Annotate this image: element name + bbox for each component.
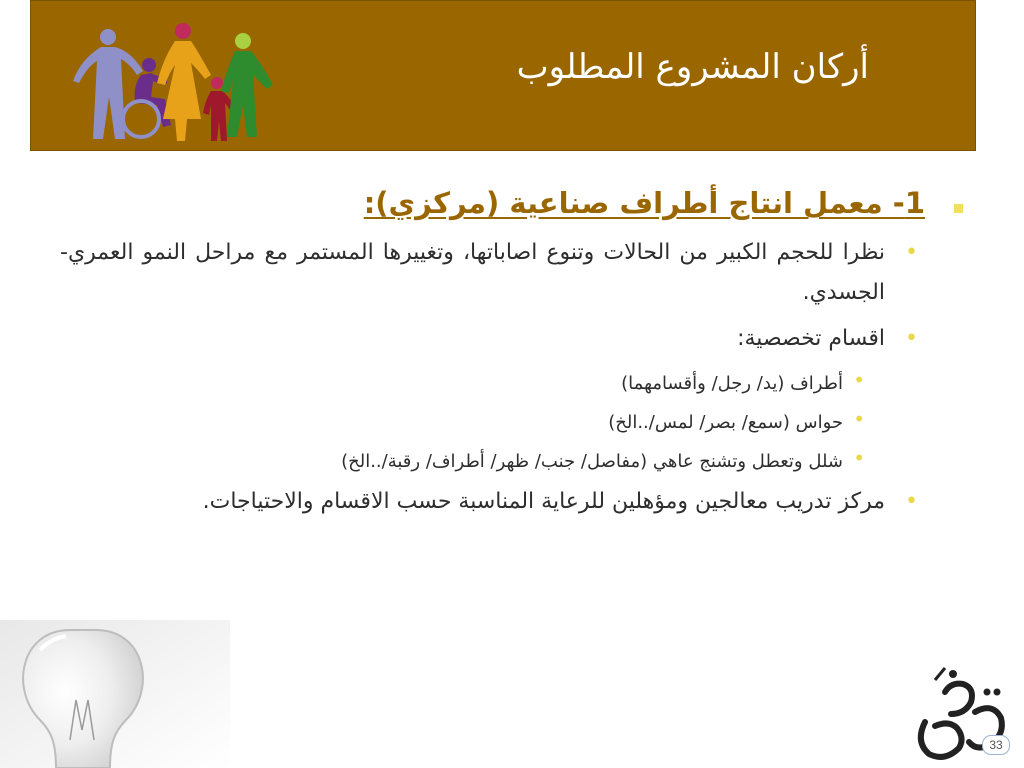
sub-list-item: [60, 367, 865, 398]
light-bulb-icon: [0, 620, 230, 768]
sub-list-item: [60, 445, 865, 476]
slide-content: [60, 186, 965, 522]
bullet-dot-icon: •: [853, 445, 865, 470]
square-bullet-icon: [954, 204, 963, 213]
list-item: [60, 319, 920, 359]
list-item: [60, 482, 920, 522]
bullet-dot-icon: •: [905, 325, 918, 351]
page-number: 33: [982, 735, 1010, 755]
bullet-dot-icon: •: [905, 239, 918, 265]
family-people-icon: [71, 19, 276, 143]
sub-list-item-text: أطراف (يد/ رجل/ وأقسامهما): [621, 372, 843, 394]
sub-list-item-text: حواس (سمع/ بصر/ لمس/..الخ): [608, 411, 843, 433]
list-item-text: اقسام تخصصية:: [737, 325, 885, 351]
list-item-text: نظرا للحجم الكبير من الحالات وتنوع اصاباتها، وتغييرها المستمر مع مراحل النمو العمري-الجسدي.: [60, 239, 885, 305]
bullet-dot-icon: •: [853, 406, 865, 431]
section-heading-text: 1- معمل انتاج أطراف صناعية (مركزي):: [363, 186, 925, 220]
bullet-dot-icon: •: [853, 367, 865, 392]
slide-title: أركان المشروع المطلوب: [516, 47, 869, 87]
sub-list-item: [60, 406, 865, 437]
sub-list-item-text: شلل وتعطل وتشنج عاهي (مفاصل/ جنب/ ظهر/ أطراف/ رقبة/..الخ): [341, 450, 843, 472]
header-band: [30, 0, 976, 151]
bullet-dot-icon: •: [905, 488, 918, 514]
list-item-text: مركز تدريب معالجين ومؤهلين للرعاية المناسبة حسب الاقسام والاحتياجات.: [202, 488, 885, 514]
list-item: [60, 233, 920, 313]
section-heading: [60, 186, 965, 221]
